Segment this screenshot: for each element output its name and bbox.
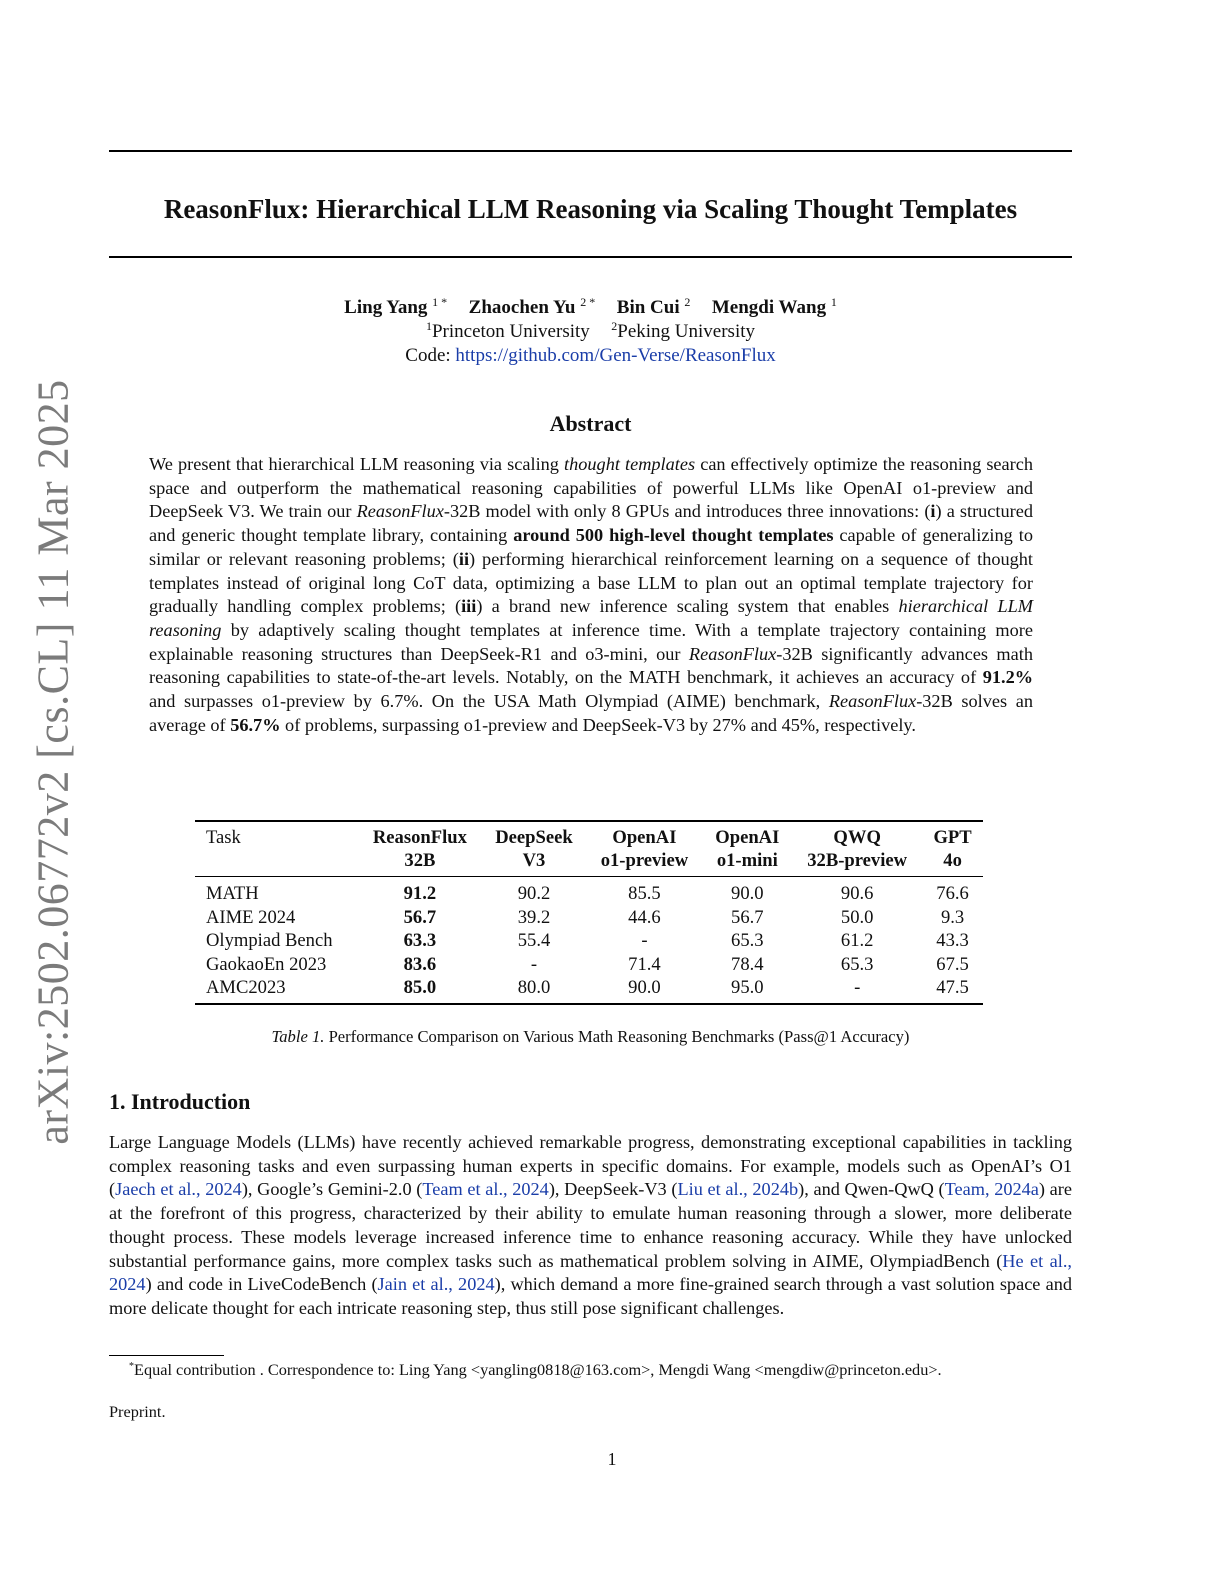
citation-link[interactable]: Team et al., 2024 — [422, 1179, 549, 1200]
affiliation-mark: 2 — [611, 319, 618, 333]
score-cell: 76.6 — [936, 883, 969, 904]
score-cell: 44.6 — [628, 906, 661, 928]
table-row — [195, 976, 983, 1004]
score-cell: 80.0 — [517, 977, 551, 999]
bold-run: around 500 high-level thought templates — [513, 525, 834, 546]
footnote-mark: * — [129, 1361, 134, 1372]
score-cell: 90.2 — [517, 883, 551, 904]
score-cell: 63.3 — [403, 930, 437, 952]
column-header-line: GPT — [933, 827, 972, 848]
score-cell: 9.3 — [940, 906, 965, 928]
text-run: ), and Qwen-QwQ ( — [798, 1179, 945, 1200]
caption-text: Performance Comparison on Various Math Reasoning Benchmarks (Pass@1 Accuracy) — [328, 1027, 910, 1046]
column-header-line: OpenAI — [715, 827, 780, 848]
column-header-line: OpenAI — [612, 827, 677, 848]
bold-run: 91.2% — [982, 667, 1033, 688]
author-marks: 1 — [830, 295, 837, 309]
title-bottom-rule — [109, 256, 1072, 258]
score-cell: 91.2 — [403, 883, 437, 904]
text-run: ) a brand new inference scaling system that enables — [476, 596, 899, 617]
score-cell: 50.0 — [840, 906, 874, 928]
column-header-task — [195, 821, 358, 877]
score-cell: 90.0 — [628, 977, 661, 999]
text-run: Large Language Models (LLMs) have recently achieved remarkable progress, demonstrating exceptional capabilities in tackling complex reasoning tasks and even surpassing human experts in specific domains. For example, models such as OpenAI’s O1 ( — [109, 1132, 1072, 1200]
text-run: We present that hierarchical LLM reasoning via scaling — [149, 454, 565, 474]
author-name: Ling Yang — [344, 297, 428, 318]
column-header-line: 32B — [404, 850, 436, 871]
score-cell: 95.0 — [731, 977, 764, 999]
score-cell: 90.0 — [731, 883, 764, 904]
footnote-text: Equal contribution . Correspondence to: Ling Yang <yangling0818@163.com>, Mengdi Wang <mengdiw@princeton.edu>. — [134, 1360, 942, 1379]
column-header-line: 32B-preview — [807, 850, 908, 871]
text-run: ) performing hierarchical reinforcement learning on a sequence of thought templates instead of original long CoT data, optimizing a base LLM to plan out an optimal template trajectory for gradually handling complex problems; ( — [149, 548, 1033, 617]
text-run: capable of generalizing to similar or relevant reasoning problems; ( — [149, 525, 1034, 569]
score-cell: 55.4 — [517, 930, 551, 952]
introduction-heading: 1. Introduction — [109, 1089, 251, 1114]
text-run: -32B solves an average of — [149, 691, 1033, 735]
italic-run: hierarchical LLM reasoning — [149, 596, 1034, 640]
score-cell: - — [641, 930, 648, 952]
text-run: ), DeepSeek-V3 ( — [548, 1179, 678, 1200]
introduction-body — [109, 1131, 1072, 1321]
text-run: ) a structured and generic thought template library, containing — [149, 501, 1033, 546]
table-row — [195, 953, 983, 977]
affiliation-list — [109, 320, 1072, 344]
task-cell: Olympiad Bench — [206, 930, 333, 952]
paper-title: ReasonFlux: Hierarchical LLM Reasoning via Scaling Thought Templates — [163, 194, 1018, 224]
score-cell: 61.2 — [840, 930, 874, 952]
column-header-line — [206, 849, 350, 872]
score-cell: 83.6 — [403, 953, 437, 975]
italic-run: ReasonFlux — [688, 643, 777, 664]
affiliation-mark: 1 — [425, 319, 432, 333]
table-row — [195, 906, 983, 930]
column-header-line: 4o — [943, 850, 962, 871]
affiliation-name: Princeton University — [431, 321, 590, 342]
column-header-model — [358, 821, 481, 877]
column-header-model — [792, 821, 922, 877]
task-cell: GaokaoEn 2023 — [206, 953, 327, 975]
score-cell: 78.4 — [731, 953, 764, 975]
text-run: can effectively optimize the reasoning search space and outperform the mathematical reasoning capabilities of powerful LLMs like OpenAI o1-preview and DeepSeek V3. We train our — [149, 454, 1034, 522]
score-cell: 85.5 — [628, 883, 661, 904]
score-cell: 65.3 — [840, 953, 874, 975]
text-run: -32B significantly advances math reasoning capabilities to state-of-the-art levels. Notably, on the MATH benchmark, it achieves an accuracy of — [149, 643, 1033, 688]
bold-run: ii — [458, 548, 470, 569]
arxiv-side-stamp: arXiv:2502.06772v2 [cs.CL] 11 Mar 2025 — [28, 379, 78, 1145]
citation-link[interactable]: Team, 2024a — [944, 1179, 1039, 1200]
table-header-row — [195, 821, 983, 877]
table-row — [195, 929, 983, 953]
score-cell: 47.5 — [936, 977, 969, 999]
score-cell: 56.7 — [403, 906, 437, 928]
text-run: by adaptively scaling thought templates at inference time. With a template trajectory containing more explainable reasoning structures than DeepSeek-R1 and o3-mini, our — [149, 619, 1033, 664]
column-header-line: Task — [206, 827, 241, 848]
author-block — [109, 296, 1072, 368]
column-header-model — [702, 821, 792, 877]
bold-run: iii — [461, 596, 477, 617]
score-cell: 65.3 — [731, 930, 764, 952]
score-cell: 90.6 — [840, 883, 874, 904]
column-header-line: o1-preview — [600, 850, 689, 871]
preprint-note: Preprint. — [109, 1402, 166, 1421]
footnote — [129, 1360, 942, 1380]
italic-run: ReasonFlux — [828, 691, 917, 712]
author-marks: 2 — [684, 295, 691, 309]
task-cell: AIME 2024 — [206, 906, 296, 928]
author-marks: 2 * — [580, 295, 596, 309]
column-header-line: V3 — [522, 850, 546, 871]
text-run: and surpasses o1-preview by 6.7%. On the USA Math Olympiad (AIME) benchmark, — [149, 691, 829, 712]
citation-link[interactable]: Jain et al., 2024 — [377, 1274, 495, 1295]
author-name: Zhaochen Yu — [468, 297, 576, 318]
code-repo-link[interactable]: https://github.com/Gen-Verse/ReasonFlux — [455, 345, 776, 366]
column-header-line: o1-mini — [716, 850, 778, 871]
citation-link[interactable]: Jaech et al., 2024 — [115, 1179, 242, 1200]
column-header-line: DeepSeek — [495, 827, 573, 848]
column-header-line: ReasonFlux — [372, 827, 467, 848]
table-caption — [109, 1027, 1072, 1047]
score-cell: - — [854, 977, 861, 999]
abstract-heading: Abstract — [549, 411, 632, 436]
task-cell: MATH — [206, 883, 259, 904]
italic-run: thought templates — [564, 454, 696, 474]
table-row — [195, 877, 983, 906]
score-cell: - — [530, 953, 538, 975]
italic-run: ReasonFlux — [356, 501, 444, 522]
title-top-rule — [109, 150, 1072, 152]
score-cell: 71.4 — [628, 953, 661, 975]
score-cell: 56.7 — [731, 906, 764, 928]
author-name: Bin Cui — [616, 297, 680, 318]
score-cell: 39.2 — [517, 906, 551, 928]
footnote-rule — [109, 1355, 224, 1356]
affiliation-name: Peking University — [617, 321, 756, 342]
bold-run: 56.7% — [230, 714, 281, 735]
text-run: ) are at the forefront of this progress, characterized by their ability to emulate human reasoning through a slower, more deliberate thought process. These models leverage increased inference time to enhance reasoning accuracy. While they have unlocked substantial performance gains, more complex tasks such as mathematical problem solving in AIME, OlympiadBench ( — [109, 1179, 1073, 1271]
author-list — [109, 296, 1072, 320]
bold-run: i — [930, 501, 936, 522]
text-run: of problems, surpassing o1-preview and DeepSeek-V3 by 27% and 45%, respectively. — [280, 714, 916, 735]
author-marks: 1 * — [432, 295, 448, 309]
caption-label: Table 1. — [271, 1027, 325, 1046]
text-run: -32B model with only 8 GPUs and introduces three innovations: ( — [443, 501, 931, 522]
score-cell: 67.5 — [936, 953, 969, 975]
column-header-line: QWQ — [833, 827, 881, 848]
author-name: Mengdi Wang — [711, 297, 827, 318]
column-header-model — [586, 821, 702, 877]
column-header-model — [922, 821, 983, 877]
text-run: ) and code in LiveCodeBench ( — [145, 1274, 378, 1295]
text-run: ), Google’s Gemini-2.0 ( — [241, 1179, 423, 1200]
score-cell: 85.0 — [403, 977, 437, 999]
code-label: Code: — [405, 345, 451, 366]
citation-link[interactable]: He et al., 2024 — [109, 1250, 1072, 1295]
text-run: ), which demand a more fine-grained search through a vast solution space and more delicate thought for each intricate reasoning step, thus still pose significant challenges. — [109, 1274, 1072, 1318]
code-line — [109, 344, 1072, 368]
column-header-model — [482, 821, 587, 877]
citation-link[interactable]: Liu et al., 2024b — [677, 1179, 799, 1200]
task-cell: AMC2023 — [206, 977, 286, 999]
score-cell: 43.3 — [936, 930, 969, 952]
performance-table — [195, 820, 983, 1005]
abstract-body — [149, 453, 1033, 737]
page-number: 1 — [607, 1449, 617, 1469]
